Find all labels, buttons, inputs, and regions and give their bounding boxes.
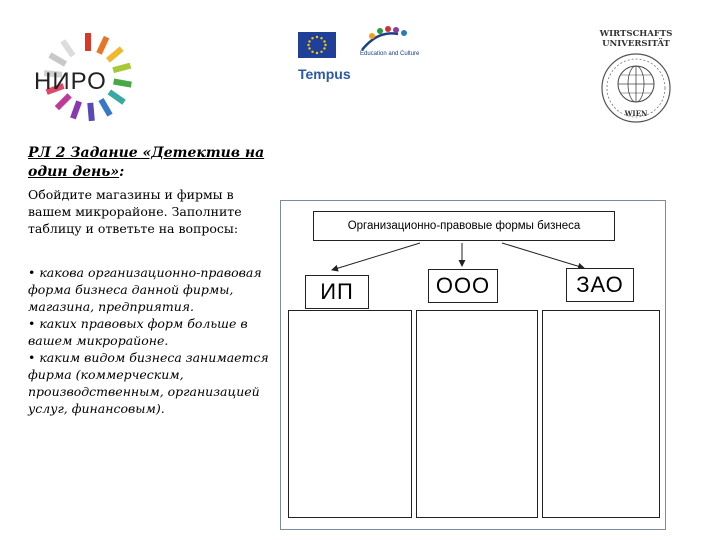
form-column-ooo [416,310,538,518]
form-label-ooo: ООО [428,269,498,303]
task-heading-line1: РЛ 2 Задание «Детектив на [28,145,265,161]
arrow-to-zao [502,243,584,268]
wu-seal-text-1: WIRTSCHAFTS [599,29,673,39]
form-column-zao [542,310,660,518]
form-label-zao: ЗАО [566,268,634,302]
wu-wien-seal-icon [586,26,686,132]
form-label-ip: ИП [305,275,369,309]
tempus-logo-text: Tempus [298,66,351,82]
task-questions [28,264,278,417]
form-column-ip [288,310,412,518]
eu-flag-icon [298,32,336,58]
question-item: • какова организационно-правовая форма бизнеса данной фирмы, магазина, предприятия. [28,265,262,314]
niro-logo-text: НИРО [34,68,107,95]
diagram-title-box: Организационно-правовые формы бизнеса [313,211,615,241]
question-item: • каким видом бизнеса занимается фирма (коммерческим, производственным, организацией услуг, финансовым). [28,350,269,416]
task-intro: Обойдите магазины и фирмы в вашем микрорайоне. Заполните таблицу и ответьте на вопросы: [28,187,242,236]
task-heading [28,144,278,182]
arrow-to-ip [332,243,420,270]
wu-seal-text-2: UNIVERSITÄT [602,39,670,49]
education-culture-logo-icon [358,24,426,54]
task-heading-colon: : [119,164,125,180]
question-item: • каких правовых форм больше в вашем микрорайоне. [28,316,248,348]
wu-seal-text-3: WIEN [624,109,648,118]
education-culture-label: Education and Culture [360,51,420,57]
task-heading-line2: один день» [28,164,120,180]
